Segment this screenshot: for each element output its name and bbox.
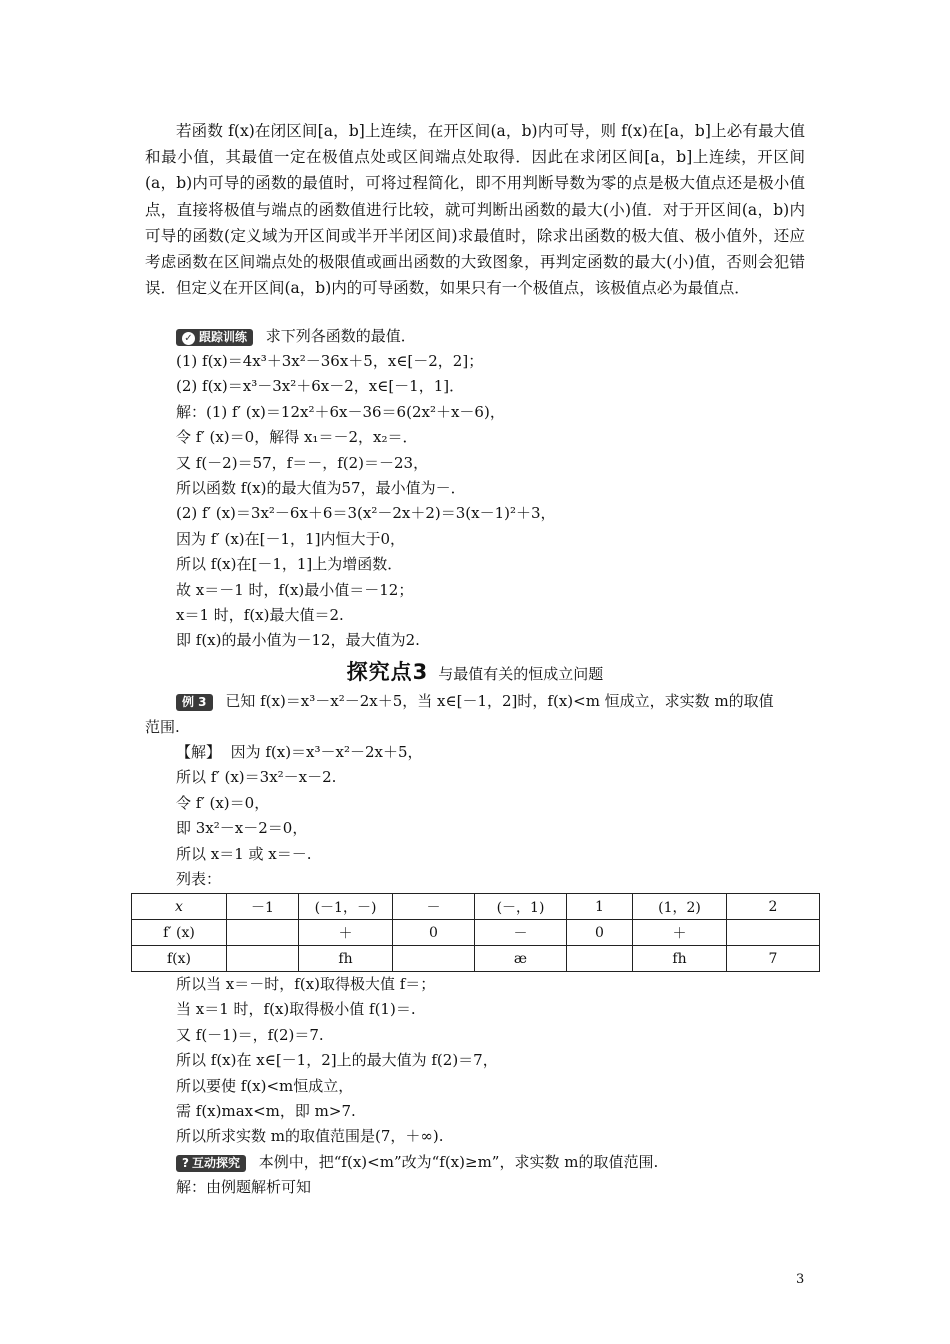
solution-line: 当 x＝1 时，f(x)取得极小值 f(1)＝.	[176, 1000, 416, 1018]
table-cell: －1	[227, 894, 299, 920]
table-cell: ＋	[299, 920, 393, 946]
example-badge: 例 3	[176, 694, 213, 711]
table-cell: æ	[475, 946, 567, 972]
table-cell: 7	[727, 946, 820, 972]
solution-line: 所以 x＝1 或 x＝－.	[176, 845, 312, 863]
table-cell	[227, 946, 299, 972]
interactive-text: 本例中，把“f(x)<m”改为“f(x)≥m”，求实数 m的取值范围.	[258, 1153, 659, 1171]
page-number: 3	[796, 1272, 805, 1287]
table-cell: f′ (x)	[132, 920, 227, 946]
training-header	[176, 324, 416, 348]
training-line: 解：(1) f′ (x)＝12x²＋6x－36＝6(2x²＋x－6)，	[176, 403, 505, 421]
training-line: 因为 f′ (x)在[－1，1]内恒大于0，	[176, 530, 405, 548]
table-cell: fh	[299, 946, 393, 972]
table-row	[132, 894, 820, 920]
training-line: 所以 f(x)在[－1，1]上为增函数．	[176, 555, 403, 573]
table-cell: ＋	[633, 920, 727, 946]
solution-line: 所以所求实数 m的取值范围是(7，＋∞).	[176, 1127, 444, 1145]
table-cell: (1，2)	[633, 894, 727, 920]
training-line: (2) f(x)＝x³－3x²＋6x－2，x∈[－1，1]．	[176, 377, 465, 395]
solution-line: 所以当 x＝－时，f(x)取得极大值 f＝；	[176, 975, 436, 993]
training-line: x＝1 时，f(x)最大值＝2.	[176, 606, 344, 624]
example-problem-text: 已知 f(x)＝x³－x²－2x＋5，当 x∈[－1，2]时，f(x)<m 恒成立，求实数 m的取值	[225, 692, 774, 710]
training-line: 即 f(x)的最小值为－12，最大值为2.	[176, 631, 420, 649]
variation-table	[131, 893, 820, 972]
section-heading	[0, 656, 950, 686]
table-cell: f(x)	[132, 946, 227, 972]
solution-line: 所以 f′ (x)＝3x²－x－2.	[176, 768, 337, 786]
table-cell: 2	[727, 894, 820, 920]
table-cell	[567, 946, 633, 972]
interactive-block	[176, 1150, 658, 1174]
solution-line: 令 f′ (x)＝0，	[176, 794, 270, 812]
training-badge: ✓ 跟踪训练	[176, 329, 253, 346]
section-subtitle: 与最值有关的恒成立问题	[438, 665, 604, 683]
table-cell: (－1，－)	[299, 894, 393, 920]
intro-text: 若函数 f(x)在闭区间[a，b]上连续，在开区间(a，b)内可导，则 f(x)在[a，b]上必有最大值和最小值，其最值一定在极值点处或区间端点处取得．因此在求闭区间[a，b]上连续，开区间(a，b)内可导的函数的最值时，可将过程简化，即不用判断导数为零的点是极大值点还是极小值点，直接将极值与端点的函数值进行比较，就可判断出函数的最大(小)值．对于开区间(a，b)内可导的函数(定义域为开区间或半开半闭区间)求最值时，除求出函数的极大值、极小值外，还应考虑函数在区间端点处的极限值或画出函数的大致图象，再判定函数的最大(小)值，否则会犯错误．但定义在开区间(a，b)内的可导函数，如果只有一个极值点，该极值点必为最值点．	[145, 122, 805, 298]
solution-line: 即 3x²－x－2＝0，	[176, 819, 308, 837]
example-problem	[176, 689, 774, 713]
training-line: 令 f′ (x)＝0，解得 x₁＝－2，x₂＝．	[176, 428, 418, 446]
solution-line: 列表：	[176, 870, 222, 888]
training-line: 故 x＝－1 时，f(x)最小值＝－12；	[176, 581, 414, 599]
example-problem-cont: 范围.	[145, 718, 180, 736]
solution-line: 所以要使 f(x)<m恒成立，	[176, 1077, 354, 1095]
table-cell	[727, 920, 820, 946]
intro-paragraph	[145, 118, 805, 301]
training-line: (1) f(x)＝4x³＋3x²－36x＋5，x∈[－2，2]；	[176, 352, 484, 370]
table-cell: 1	[567, 894, 633, 920]
solution-line: 又 f(－1)＝，f(2)＝7.	[176, 1026, 324, 1044]
training-prompt: 求下列各函数的最值．	[265, 327, 416, 345]
solution-start	[176, 740, 423, 764]
training-line: (2) f′ (x)＝3x²－6x＋6＝3(x²－2x＋2)＝3(x－1)²＋3，	[176, 504, 556, 522]
table-cell: 0	[393, 920, 475, 946]
section-title: 探究点3	[346, 660, 429, 684]
solution-line: 所以 f(x)在 x∈[－1，2]上的最大值为 f(2)＝7，	[176, 1051, 498, 1069]
table-row	[132, 946, 820, 972]
table-row	[132, 920, 820, 946]
table-cell: －	[393, 894, 475, 920]
interactive-answer: 解：由例题解析可知	[176, 1178, 312, 1196]
table-cell: fh	[633, 946, 727, 972]
table-cell: 0	[567, 920, 633, 946]
check-icon: ✓	[182, 332, 195, 345]
solution-label: 【解】	[176, 743, 222, 761]
question-icon: ?	[182, 1155, 189, 1170]
table-cell	[393, 946, 475, 972]
training-line: 所以函数 f(x)的最大值为57，最小值为－．	[176, 479, 466, 497]
table-cell: (－，1)	[475, 894, 567, 920]
solution-first-line: 因为 f(x)＝x³－x²－2x＋5，	[230, 743, 423, 761]
table-cell	[227, 920, 299, 946]
table-cell: x	[132, 894, 227, 920]
table-cell: －	[475, 920, 567, 946]
interactive-badge: ? 互动探究	[176, 1155, 246, 1172]
training-line: 又 f(－2)＝57，f＝－，f(2)＝－23，	[176, 454, 429, 472]
solution-line: 需 f(x)max<m，即 m>7.	[176, 1102, 356, 1120]
